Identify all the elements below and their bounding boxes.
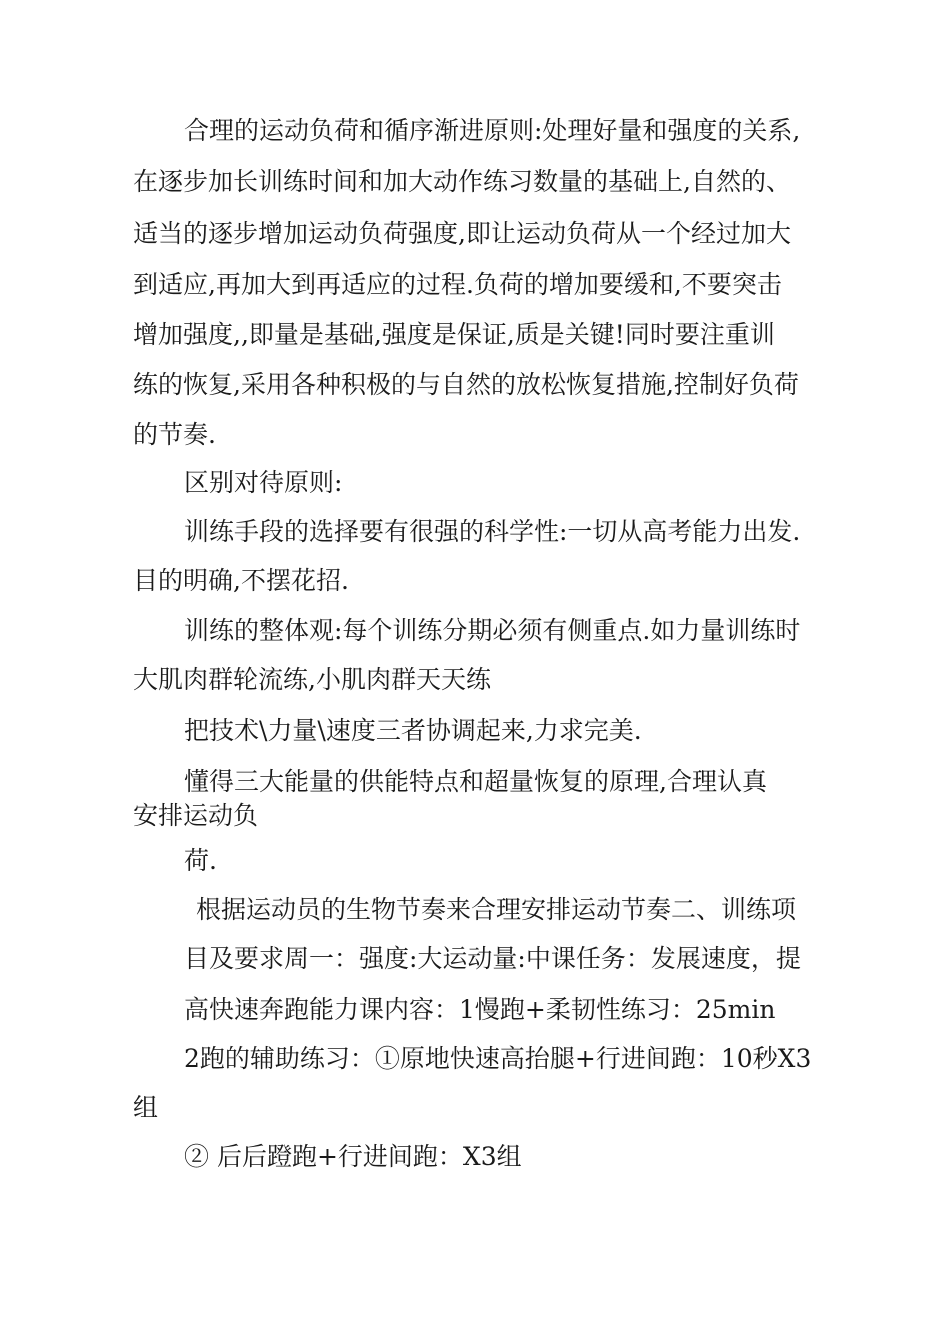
text-line: 合理的运动负荷和循序渐进原则:处理好量和强度的关系, xyxy=(184,116,801,145)
text-line: 训练手段的选择要有很强的科学性:一切从高考能力出发. xyxy=(184,517,801,546)
text-line: 荷. xyxy=(184,846,217,875)
text-line: 区别对待原则: xyxy=(184,468,343,497)
text-line: 增加强度,,即量是基础,强度是保证,质是关键!同时要注重训 xyxy=(133,320,775,349)
text-line: 根据运动员的生物节奏来合理安排运动节奏二、训练项 xyxy=(196,895,797,924)
text-line: 训练的整体观:每个训练分期必须有侧重点.如力量训练时 xyxy=(184,616,801,645)
text-line: 的节奏. xyxy=(133,420,216,449)
text-line: 目及要求周一：强度:大运动量:中课任务：发展速度，提 xyxy=(184,944,801,973)
text-line: 高快速奔跑能力课内容：1慢跑+柔韧性练习：25min xyxy=(184,995,776,1024)
text-line: 组 xyxy=(133,1093,159,1122)
text-line: 目的明确,不摆花招. xyxy=(133,566,349,595)
text-line: 大肌肉群轮流练,小肌肉群天天练 xyxy=(133,665,491,694)
text-line: ② 后后蹬跑+行进间跑：X3组 xyxy=(184,1142,522,1171)
text-line: 懂得三大能量的供能特点和超量恢复的原理,合理认真 xyxy=(184,767,767,796)
text-line: 练的恢复,采用各种积极的与自然的放松恢复措施,控制好负荷 xyxy=(133,370,799,399)
text-line: 把技术\力量\速度三者协调起来,力求完美. xyxy=(184,716,642,745)
text-line: 适当的逐步增加运动负荷强度,即让运动负荷从一个经过加大 xyxy=(133,219,791,248)
text-line: 2跑的辅助练习：①原地快速高抬腿+行进间跑：10秒X3 xyxy=(184,1044,812,1073)
text-line: 到适应,再加大到再适应的过程.负荷的增加要缓和,不要突击 xyxy=(133,270,782,299)
text-line: 在逐步加长训练时间和加大动作练习数量的基础上,自然的、 xyxy=(133,167,791,196)
text-line: 安排运动负 xyxy=(133,801,259,830)
